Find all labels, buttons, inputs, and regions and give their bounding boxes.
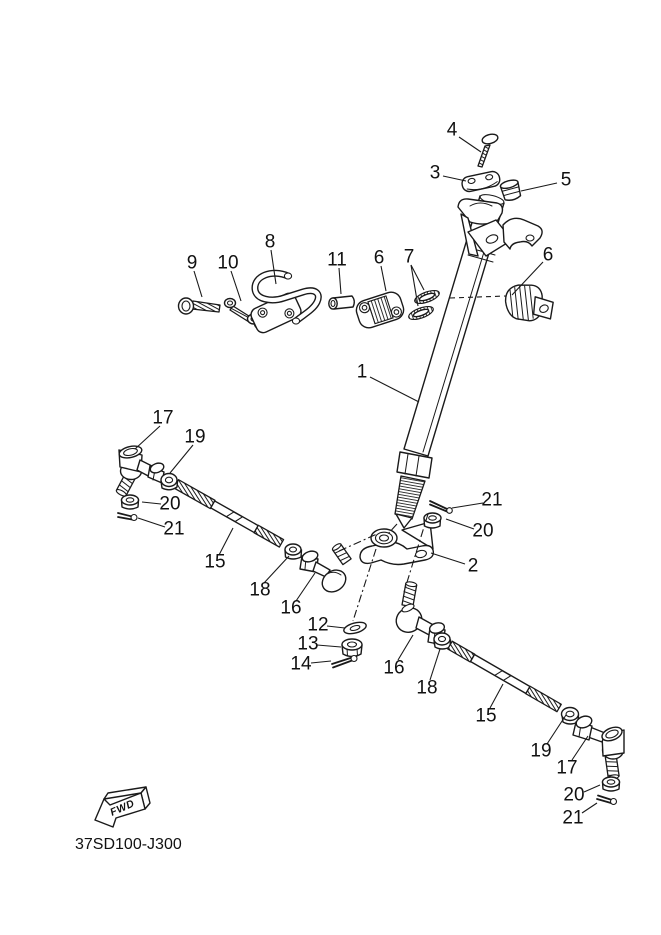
callout-steering-shaft: 1	[356, 361, 368, 383]
callout-tie-rod-end-left-inner: 16	[280, 597, 302, 619]
callout-tie-rod-left: 15	[204, 551, 226, 573]
steering-arm	[360, 522, 433, 565]
shaft-bushing-right	[504, 281, 556, 325]
stud-nut-upper-left	[122, 495, 139, 509]
leader-line-flange-bolt	[194, 271, 202, 297]
leader-line-damper-bushing	[521, 183, 557, 191]
leader-line-link-bolt	[231, 271, 241, 301]
leader-line-tie-rod-end-upper-left	[135, 426, 160, 449]
leader-line-stud-nut-upper-left	[142, 502, 161, 504]
collar	[329, 296, 354, 309]
leader-line-shaft-bushing-left	[381, 266, 386, 291]
tie-rod-right	[448, 641, 562, 712]
callout-shaft-nut: 13	[297, 633, 319, 655]
callout-rod-nut-upper-left: 19	[184, 426, 206, 448]
cotter-pin-upper-left	[118, 513, 137, 521]
tie-rod-end-upper-left	[115, 444, 165, 497]
stud-nut-lower-right	[603, 777, 620, 791]
rod-nut-right-inner	[434, 633, 451, 649]
leader-line-collar	[339, 268, 341, 294]
fwd-arrow	[95, 787, 150, 827]
callout-rod-nut-left-inner: 18	[249, 579, 271, 601]
leader-line-cotter-pin-shaft	[311, 661, 331, 663]
callout-collar: 11	[327, 249, 347, 271]
callout-tie-rod-end-right-inner: 16	[383, 657, 405, 679]
callout-washer: 12	[307, 614, 329, 636]
fwd-label: FWD	[108, 797, 137, 819]
cotter-pin-lower-right	[597, 796, 617, 805]
callout-stud-nut-lower-right: 20	[563, 784, 585, 806]
leader-line-hook-bracket	[271, 250, 276, 284]
shaft-top-bracket	[458, 199, 542, 256]
callout-stud-nut-upper-left: 20	[159, 493, 181, 515]
diagram-code: 37SD100-J300	[75, 836, 182, 853]
callout-clamp-bolt: 4	[446, 119, 458, 141]
leader-line-tie-rod-end-right-inner	[398, 635, 413, 660]
leader-line-clamp-bolt	[459, 137, 481, 152]
tie-rod-end-left-inner	[300, 542, 351, 596]
callout-damper-bushing: 5	[560, 169, 572, 191]
leader-line-cotter-pin-upper-left	[138, 518, 165, 527]
hook-bracket	[249, 273, 319, 335]
leader-line-rod-nut-upper-left	[170, 445, 193, 473]
callout-o-rings: 7	[403, 246, 415, 268]
callout-shaft-bushing-right: 6	[542, 244, 554, 266]
callout-shaft-bushing-left: 6	[373, 247, 385, 269]
leader-line-tie-rod-right	[490, 684, 503, 708]
flange-bolt	[179, 298, 221, 314]
callout-tie-rod-right: 15	[475, 705, 497, 727]
callout-steering-arm: 2	[467, 555, 479, 577]
leader-line-arm-nut	[446, 519, 474, 529]
rod-nut-upper-left	[161, 474, 178, 490]
leader-line-steering-shaft	[370, 377, 419, 402]
arm-cotter-pin	[430, 501, 452, 513]
callout-hook-bracket: 8	[264, 231, 276, 253]
callout-arm-nut: 20	[472, 520, 494, 542]
callout-rod-nut-right-inner: 18	[416, 677, 438, 699]
clamp-bolt	[478, 133, 499, 167]
leader-line-washer	[327, 626, 345, 628]
rod-nut-left-inner	[285, 544, 302, 559]
damper-bushing	[500, 179, 522, 202]
callout-flange-bolt: 9	[186, 252, 198, 274]
o-rings	[407, 288, 441, 322]
callout-rod-nut-lower-right: 19	[530, 740, 552, 762]
shaft-cotter-pin	[332, 656, 357, 668]
leader-line-stud-nut-lower-right	[584, 785, 600, 792]
washer	[343, 620, 368, 636]
upper-holder	[461, 170, 501, 193]
leader-line-upper-holder	[443, 176, 466, 181]
leader-line-tie-rod-end-lower-right	[572, 736, 588, 760]
callout-cotter-pin-shaft: 14	[290, 653, 312, 675]
shaft-nut	[342, 639, 362, 657]
leader-line-steering-arm	[431, 553, 465, 564]
leader-line-cotter-pin-arm	[452, 503, 483, 508]
callout-cotter-pin-arm: 21	[481, 489, 503, 511]
shaft-bushing-left	[354, 290, 406, 331]
callout-cotter-pin-lower-right: 21	[562, 807, 584, 829]
leader-line-rod-nut-right-inner	[430, 649, 440, 680]
leader-line-shaft-nut	[317, 645, 341, 647]
callout-tie-rod-end-lower-right: 17	[556, 757, 578, 779]
callout-link-bolt: 10	[217, 252, 239, 274]
callout-tie-rod-end-upper-left: 17	[152, 407, 174, 429]
callout-cotter-pin-upper-left: 21	[163, 518, 185, 540]
callout-upper-holder: 3	[429, 162, 441, 184]
